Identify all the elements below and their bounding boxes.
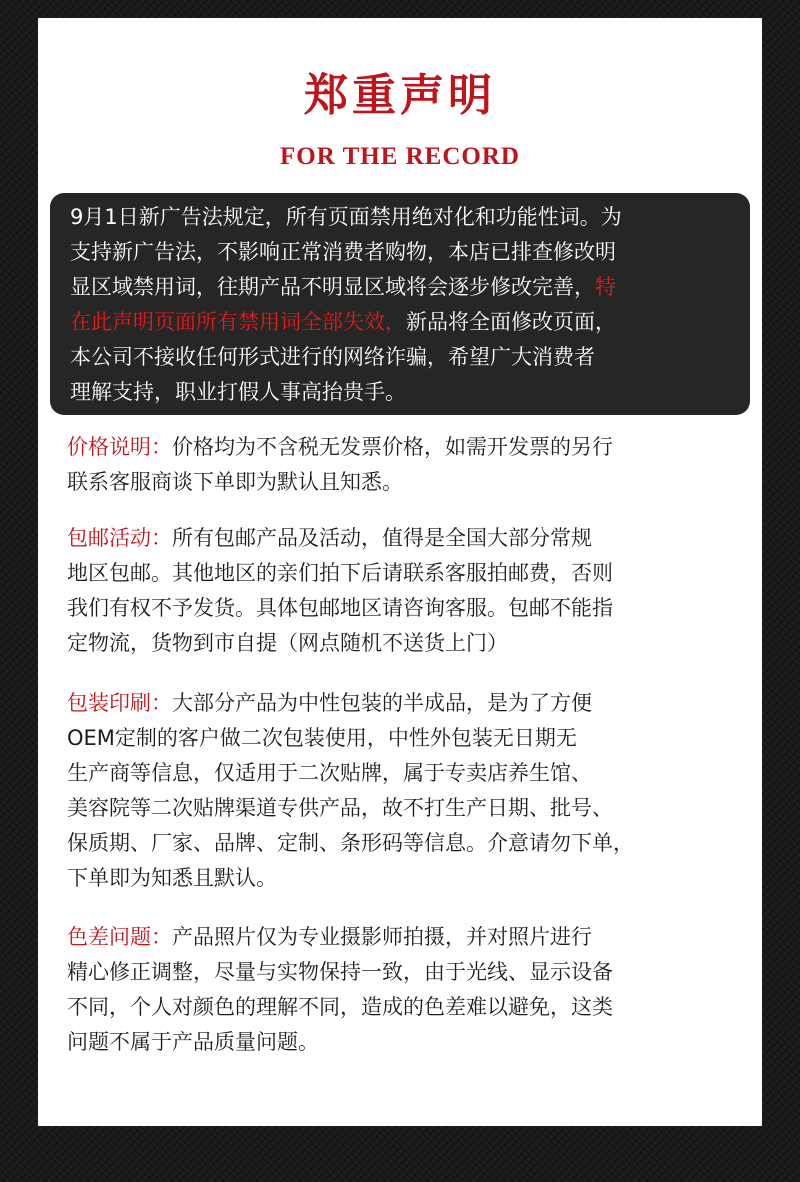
packaging-label: 包装印刷： xyxy=(67,691,172,715)
page-subtitle: FOR THE RECORD xyxy=(280,143,520,170)
notice-highlight: 在此声明页面所有禁用词全部失效， xyxy=(70,310,406,334)
notice-box xyxy=(50,193,750,415)
section-line: 我们有权不予发货。具体包邮地区请咨询客服。包邮不能指 xyxy=(67,596,613,620)
page-title: 郑重声明 xyxy=(304,70,496,121)
color-section: 色差问题：产品照片仅为专业摄影师拍摄，并对照片进行 精心修正调整，尽量与实物保持一致，由于光线、显示设备 不同，个人对颜色的理解不同，造成的色差难以避免，这类 问题不属于产品质量问题。 xyxy=(67,920,747,1060)
packaging-section: 包装印刷：大部分产品为中性包装的半成品，是为了方便 OEM定制的客户做二次包装使用，中性外包装无日期无 生产商等信息，仅适用于二次贴牌，属于专卖店养生馆、 美容院等二次贴牌渠道专供产品，故不打生产日期、批号、 保质期、厂家、品牌、定制、条形码等信息。介意请勿下单， 下单即为知悉且默认。 xyxy=(67,686,747,896)
section-line: 不同，个人对颜色的理解不同，造成的色差难以避免，这类 xyxy=(67,995,613,1019)
section-line: 美容院等二次贴牌渠道专供产品，故不打生产日期、批号、 xyxy=(67,796,613,820)
section-line: 下单即为知悉且默认。 xyxy=(67,866,277,890)
notice-line: 在此声明页面所有禁用词全部失效，新品将全面修改页面， xyxy=(70,310,616,334)
notice-line: 显区域禁用词，往期产品不明显区域将会逐步修改完善，特 xyxy=(70,275,616,299)
section-line: 精心修正调整，尽量与实物保持一致，由于光线、显示设备 xyxy=(67,960,613,984)
price-label: 价格说明： xyxy=(67,435,172,459)
section-line: 定物流，货物到市自提（网点随机不送货上门） xyxy=(67,631,508,655)
section-line: OEM定制的客户做二次包装使用，中性外包装无日期无 xyxy=(67,726,577,750)
section-line: 联系客服商谈下单即为默认且知悉。 xyxy=(67,470,403,494)
notice-line: 理解支持，职业打假人事高抬贵手。 xyxy=(70,380,406,404)
section-line: 地区包邮。其他地区的亲们拍下后请联系客服拍邮费，否则 xyxy=(67,561,613,585)
section-line: 保质期、厂家、品牌、定制、条形码等信息。介意请勿下单， xyxy=(67,831,634,855)
notice-highlight: 特 xyxy=(595,275,616,299)
color-label: 色差问题： xyxy=(67,925,172,949)
section-line: 问题不属于产品质量问题。 xyxy=(67,1030,319,1054)
shipping-section: 包邮活动：所有包邮产品及活动，值得是全国大部分常规 地区包邮。其他地区的亲们拍下后请联系客服拍邮费，否则 我们有权不予发货。具体包邮地区请咨询客服。包邮不能指 定物流，货物到市自提（网点随机不送货上门） xyxy=(67,521,747,661)
section-line: 生产商等信息，仅适用于二次贴牌，属于专卖店养生馆、 xyxy=(67,761,592,785)
notice-line: 本公司不接收任何形式进行的网络诈骗，希望广大消费者 xyxy=(70,345,595,369)
shipping-label: 包邮活动： xyxy=(67,526,172,550)
notice-line: 支持新广告法，不影响正常消费者购物，本店已排查修改明 xyxy=(70,240,616,264)
notice-line: 9月1日新广告法规定，所有页面禁用绝对化和功能性词。为 xyxy=(70,205,622,229)
statement-card xyxy=(38,18,762,1126)
price-section: 价格说明：价格均为不含税无发票价格，如需开发票的另行 联系客服商谈下单即为默认且知悉。 xyxy=(67,430,747,500)
